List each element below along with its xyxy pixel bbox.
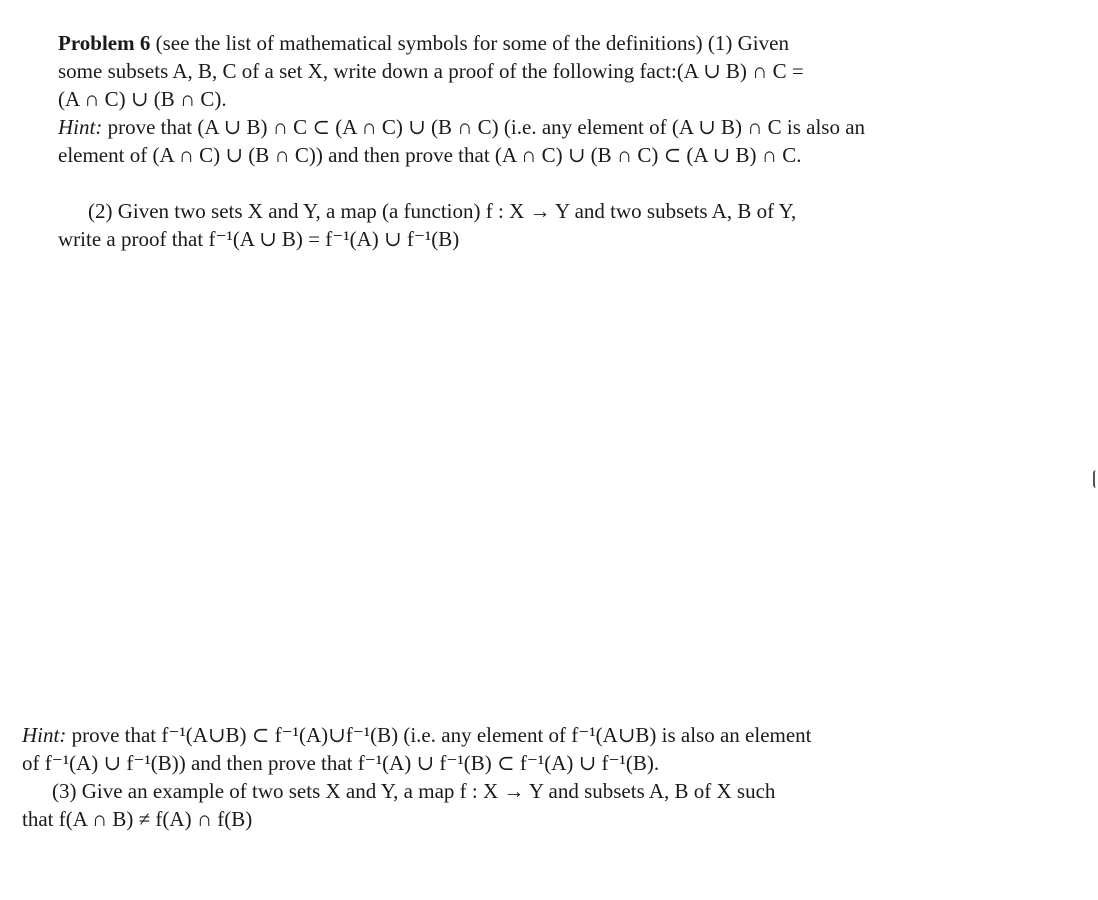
hint-label: Hint:: [58, 115, 103, 139]
part3-line-2: that f(A ∩ B) ≠ f(A) ∩ f(B): [22, 807, 253, 831]
problem-label: Problem 6: [58, 31, 151, 55]
part2-hint-line-1: [22, 721, 957, 749]
part1-line-3: (A ∩ C) ∪ (B ∩ C).: [58, 87, 227, 111]
part1-hint-line-2: element of (A ∩ C) ∪ (B ∩ C)) and then prove that (A ∩ C) ∪ (B ∩ C) ⊂ (A ∪ B) ∩ C.: [58, 143, 802, 167]
problem-part-1: [58, 29, 993, 169]
part1-line-1-text: (see the list of mathematical symbols for some of the definitions) (1) Given: [150, 31, 789, 55]
hint-label: Hint:: [22, 723, 67, 747]
part2-hint-line-2: of f⁻¹(A) ∪ f⁻¹(B)) and then prove that f⁻¹(A) ∪ f⁻¹(B) ⊂ f⁻¹(A) ∪ f⁻¹(B).: [22, 751, 660, 775]
part1-line-2: some subsets A, B, C of a set X, write down a proof of the following fact:(A ∪ B) ∩ C =: [58, 59, 804, 83]
problem-part-2-hint-and-part-3: [22, 721, 957, 833]
problem-part-2: [58, 197, 993, 253]
part1-hint-text-1: prove that (A ∪ B) ∩ C ⊂ (A ∩ C) ∪ (B ∩ C) (i.e. any element of (A ∪ B) ∩ C is also an: [102, 115, 866, 139]
edge-mark: [1093, 470, 1098, 488]
part2-line-2: write a proof that f⁻¹(A ∪ B) = f⁻¹(A) ∪ f⁻¹(B): [58, 227, 460, 251]
part1-line-1: [58, 29, 993, 57]
part3-line-1: (3) Give an example of two sets X and Y, a map f : X → Y and subsets A, B of X such: [52, 779, 776, 803]
part2-hint-text-1: prove that f⁻¹(A∪B) ⊂ f⁻¹(A)∪f⁻¹(B) (i.e. any element of f⁻¹(A∪B) is also an element: [66, 723, 812, 747]
part1-hint-line-1: [58, 113, 993, 141]
part2-line-1: (2) Given two sets X and Y, a map (a function) f : X → Y and two subsets A, B of Y,: [88, 199, 797, 223]
